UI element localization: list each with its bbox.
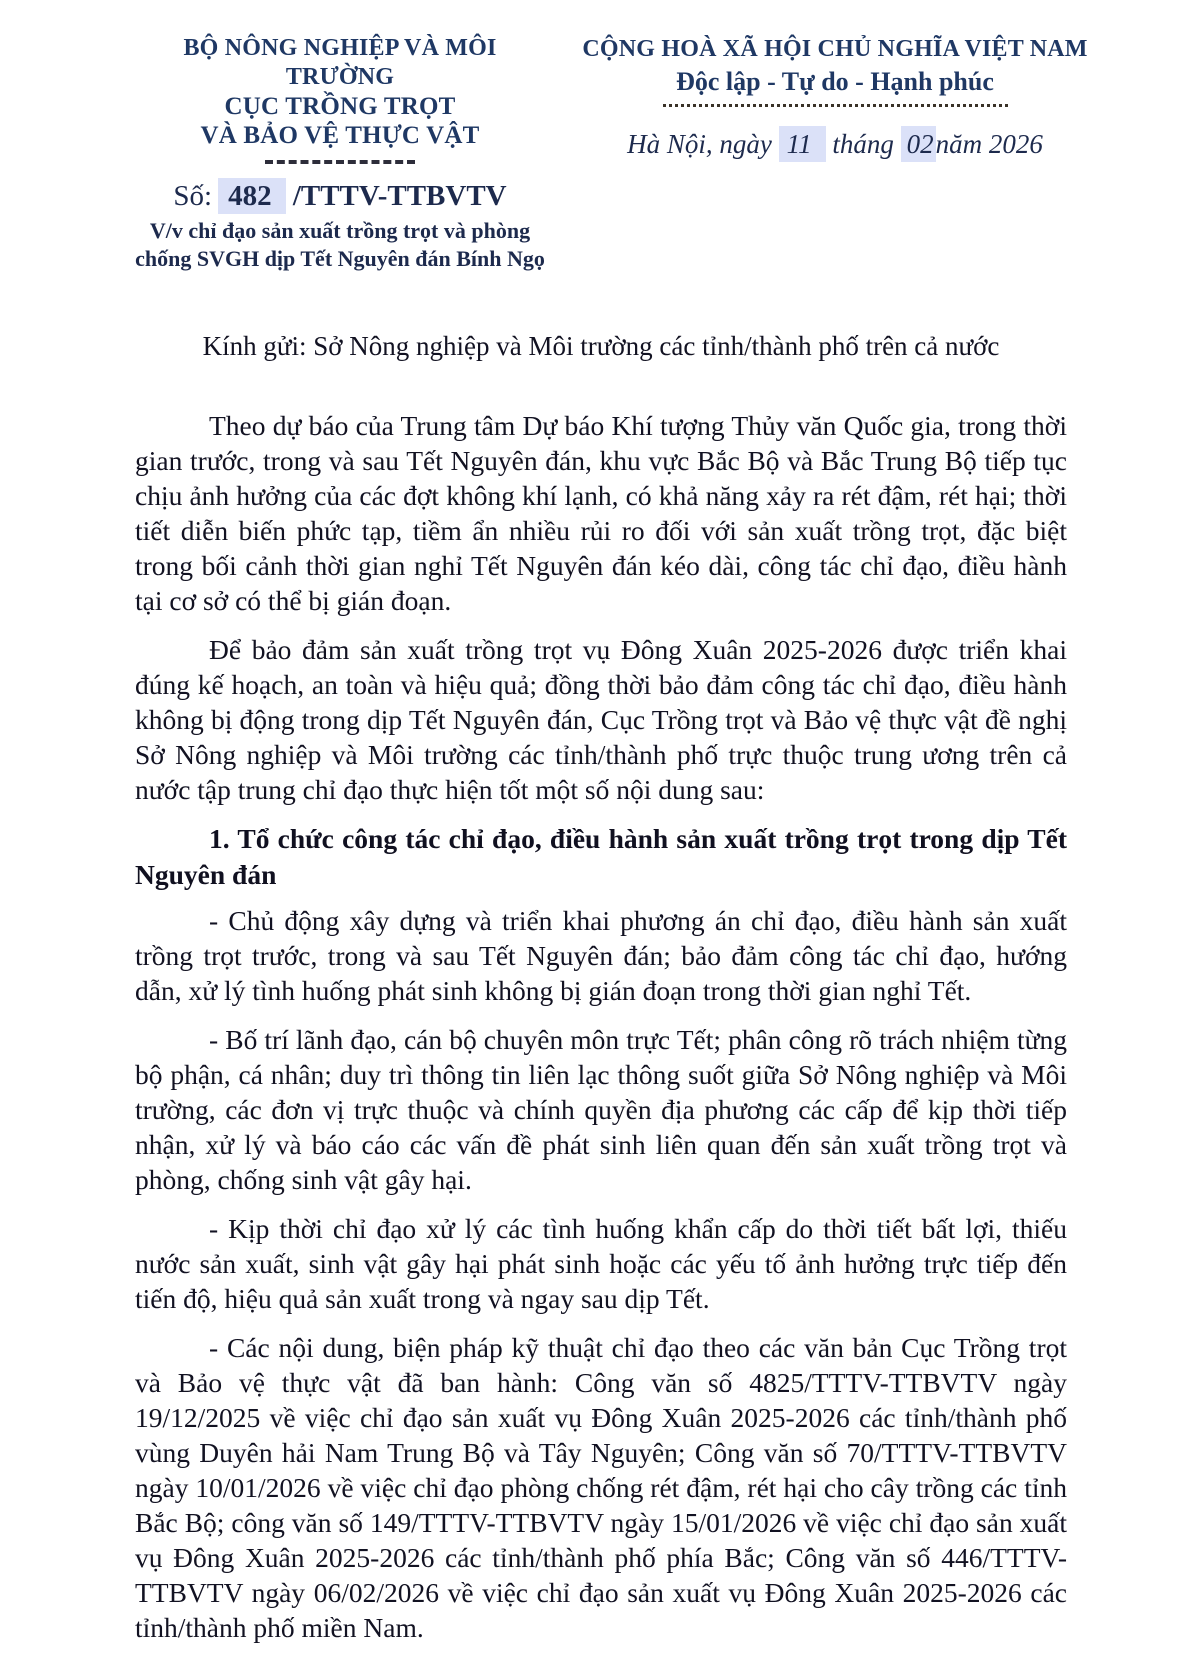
national-header-block — [570, 34, 1100, 273]
national-motto: Độc lập - Tự do - Hạnh phúc — [676, 67, 994, 96]
place-date-line — [570, 129, 1100, 160]
document-number-label: Số: — [173, 180, 213, 212]
document-number-line — [130, 180, 550, 213]
letter-body — [135, 331, 1067, 1645]
motto-separator-line — [663, 104, 1008, 107]
date-month-field: 02 — [901, 126, 936, 162]
org-name-line2: VÀ BẢO VỆ THỰC VẬT — [200, 122, 480, 149]
issuer-block — [130, 34, 550, 273]
letter-content — [135, 408, 1067, 1645]
paragraph-intro-purpose: Để bảo đảm sản xuất trồng trọt vụ Đông Xuân 2025-2026 được triển khai đúng kế hoạch, an toàn và hiệu quả; đồng thời bảo đảm công tác chỉ đạo, điều hành không bị động trong dịp Tết Nguyên đán, Cục Trồng trọt và Bảo vệ thực vật đề nghị Sở Nông nghiệp và Môi trường các tỉnh/thành phố trực thuộc trung ương trên cả nước tập trung chỉ đạo thực hiện tốt một số nội dung sau: — [135, 634, 1067, 805]
place-date-prefix: Hà Nội, ngày — [627, 129, 779, 159]
section-1-bullet-1: - Chủ động xây dựng và triển khai phương án chỉ đạo, điều hành sản xuất trồng trọt trước, trong và sau Tết Nguyên đán; bảo đảm công tác chỉ đạo, hướng dẫn, xử lý tình huống phát sinh không bị gián đoạn trong thời gian nghỉ Tết. — [135, 905, 1067, 1006]
letter-header — [0, 0, 1200, 273]
national-header-line1: CỘNG HOÀ XÃ HỘI CHỦ NGHĨA VIỆT NAM — [582, 36, 1088, 62]
recipient-line: Kính gửi: Sở Nông nghiệp và Môi trường các tỉnh/thành phố trên cả nước — [202, 331, 1000, 361]
place-date-mid: tháng — [825, 129, 901, 159]
section-1-bullet-2: - Bố trí lãnh đạo, cán bộ chuyên môn trực Tết; phân công rõ trách nhiệm từng bộ phận, cá nhân; duy trì thông tin liên lạc thông suốt giữa Sở Nông nghiệp và Môi trường, các đơn vị trực thuộc và chính quyền địa phương các cấp để kịp thời tiếp nhận, xử lý và báo cáo các vấn đề phát sinh liên quan đến sản xuất trồng trọt và phòng, chống sinh vật gây hại. — [135, 1024, 1067, 1195]
section-1-bullet-4: - Các nội dung, biện pháp kỹ thuật chỉ đạo theo các văn bản Cục Trồng trọt và Bảo vệ thực vật đã ban hành: Công văn số 4825/TTTV-TTBVTV ngày 19/12/2025 về việc chỉ đạo sản xuất vụ Đông Xuân 2025-2026 các tỉnh/thành phố vùng Duyên hải Nam Trung Bộ và Tây Nguyên; Công văn số 70/TTTV-TTBVTV ngày 10/01/2026 về việc chỉ đạo phòng chống rét đậm, rét hại cho cây trồng các tỉnh Bắc Bộ; công văn số 149/TTTV-TTBVTV ngày 15/01/2026 về việc chỉ đạo sản xuất vụ Đông Xuân 2025-2026 các tỉnh/thành phố phía Bắc; Công văn số 446/TTTV-TTBVTV ngày 06/02/2026 về việc chỉ đạo sản xuất vụ Đông Xuân 2025-2026 các tỉnh/thành phố miền Nam. — [135, 1332, 1067, 1643]
date-day-field: 11 — [779, 126, 826, 162]
org-name-line1: CỤC TRỒNG TRỌT — [224, 93, 456, 120]
document-subject: V/v chỉ đạo sản xuất trồng trọt và phòng chống SVGH dịp Tết Nguyên đán Bính Ngọ — [135, 218, 545, 271]
document-number-value: 482 — [218, 178, 286, 214]
section-1-heading: 1. Tổ chức công tác chỉ đạo, điều hành sản xuất trồng trọt trong dịp Tết Nguyên đán — [135, 823, 1067, 890]
paragraph-intro-weather: Theo dự báo của Trung tâm Dự báo Khí tượng Thủy văn Quốc gia, trong thời gian trước, trong và sau Tết Nguyên đán, khu vực Bắc Bộ và Bắc Trung Bộ tiếp tục chịu ảnh hưởng của các đợt không khí lạnh, có khả năng xảy ra rét đậm, rét hại; thời tiết diễn biến phức tạp, tiềm ẩn nhiều rủi ro đối với sản xuất trồng trọt, đặc biệt trong bối cảnh thời gian nghỉ Tết Nguyên đán kéo dài, công tác chỉ đạo, điều hành tại cơ sở có thể bị gián đoạn. — [135, 410, 1067, 616]
org-separator-line — [265, 160, 415, 164]
parent-org-name: BỘ NÔNG NGHIỆP VÀ MÔI TRƯỜNG — [183, 35, 497, 90]
document-number-suffix: /TTTV-TTBVTV — [285, 180, 507, 212]
place-date-suffix: năm 2026 — [935, 129, 1043, 159]
section-1-bullet-3: - Kịp thời chỉ đạo xử lý các tình huống khẩn cấp do thời tiết bất lợi, thiếu nước sản xuất, sinh vật gây hại phát sinh hoặc các yếu tố ảnh hưởng trực tiếp đến tiến độ, hiệu quả sản xuất trong và ngay sau dịp Tết. — [135, 1213, 1067, 1314]
